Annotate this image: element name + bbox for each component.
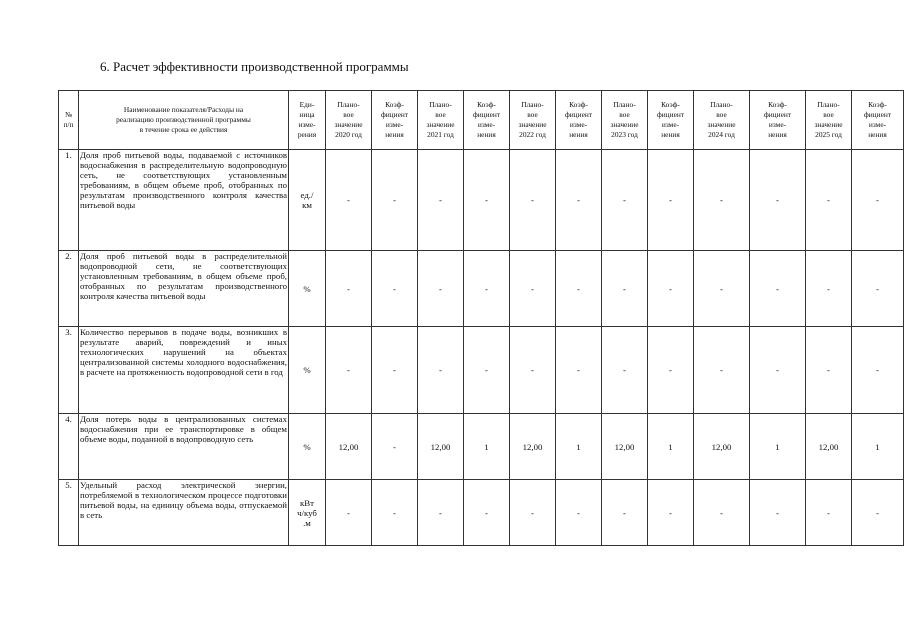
planned-value-cell: - <box>510 150 556 251</box>
change-coefficient-cell: - <box>464 480 510 546</box>
change-coefficient-cell: - <box>556 150 602 251</box>
planned-value-cell: - <box>326 327 372 414</box>
change-coefficient-cell: - <box>852 251 904 327</box>
planned-value-cell: - <box>602 480 648 546</box>
planned-value-cell: - <box>694 251 750 327</box>
change-coefficient-cell: - <box>648 251 694 327</box>
planned-value-cell: - <box>418 327 464 414</box>
planned-value-cell: - <box>510 251 556 327</box>
column-header: Коэф- фициент изме- нения <box>852 91 904 150</box>
planned-value-cell: - <box>602 251 648 327</box>
planned-value-cell: - <box>694 150 750 251</box>
change-coefficient-cell: - <box>464 251 510 327</box>
change-coefficient-cell: - <box>464 150 510 251</box>
change-coefficient-cell: - <box>648 327 694 414</box>
planned-value-cell: 12,00 <box>326 414 372 480</box>
column-header: Наименование показателя/Расходы на реализацию производственной программы в течение срока ее действия <box>79 91 289 150</box>
planned-value-cell: 12,00 <box>602 414 648 480</box>
change-coefficient-cell: - <box>750 150 806 251</box>
table-row <box>59 150 904 251</box>
indicator-name: Количество перерывов в подаче воды, возникших в результате аварий, повреждений и иных технологических нарушений на объектах централизованной системы холодного водоснабжения, в расчете на протяженность водопроводной сети в год <box>79 327 289 414</box>
unit-cell: % <box>289 327 326 414</box>
column-header: Коэф- фициент изме- нения <box>372 91 418 150</box>
table-row <box>59 414 904 480</box>
change-coefficient-cell: - <box>372 480 418 546</box>
table-row <box>59 480 904 546</box>
planned-value-cell: 12,00 <box>510 414 556 480</box>
unit-cell: ед./ км <box>289 150 326 251</box>
row-number: 5. <box>59 480 79 546</box>
change-coefficient-cell: - <box>372 327 418 414</box>
planned-value-cell: - <box>510 480 556 546</box>
change-coefficient-cell: - <box>852 480 904 546</box>
efficiency-table <box>58 90 904 546</box>
change-coefficient-cell: - <box>648 480 694 546</box>
table-row <box>59 327 904 414</box>
planned-value-cell: - <box>510 327 556 414</box>
planned-value-cell: - <box>806 480 852 546</box>
change-coefficient-cell: - <box>750 251 806 327</box>
column-header: Еди- ница изме- рения <box>289 91 326 150</box>
planned-value-cell: - <box>602 150 648 251</box>
indicator-name: Удельный расход электрической энергии, потребляемой в технологическом процессе подготовки питьевой воды, на единицу объема воды, отпускаемой в сеть <box>79 480 289 546</box>
change-coefficient-cell: 1 <box>750 414 806 480</box>
table-row <box>59 251 904 327</box>
table-header-row <box>59 91 904 150</box>
change-coefficient-cell: - <box>750 480 806 546</box>
column-header: Коэф- фициент изме- нения <box>464 91 510 150</box>
planned-value-cell: 12,00 <box>418 414 464 480</box>
planned-value-cell: - <box>806 251 852 327</box>
column-header: Коэф- фициент изме- нения <box>648 91 694 150</box>
unit-cell: % <box>289 414 326 480</box>
column-header: Плано- вое значение 2023 год <box>602 91 648 150</box>
unit-cell: % <box>289 251 326 327</box>
planned-value-cell: 12,00 <box>806 414 852 480</box>
planned-value-cell: - <box>418 480 464 546</box>
change-coefficient-cell: 1 <box>556 414 602 480</box>
column-header: Плано- вое значение 2025 год <box>806 91 852 150</box>
change-coefficient-cell: - <box>464 327 510 414</box>
planned-value-cell: - <box>418 251 464 327</box>
column-header: Плано- вое значение 2021 год <box>418 91 464 150</box>
change-coefficient-cell: - <box>556 480 602 546</box>
change-coefficient-cell: 1 <box>464 414 510 480</box>
section-title: 6. Расчет эффективности производственной программы <box>100 59 409 74</box>
planned-value-cell: - <box>326 150 372 251</box>
column-header: Коэф- фициент изме- нения <box>750 91 806 150</box>
change-coefficient-cell: 1 <box>648 414 694 480</box>
change-coefficient-cell: - <box>372 251 418 327</box>
planned-value-cell: 12,00 <box>694 414 750 480</box>
change-coefficient-cell: - <box>648 150 694 251</box>
column-header: Коэф- фициент изме- нения <box>556 91 602 150</box>
column-header: № п/п <box>59 91 79 150</box>
unit-cell: кВт ч/куб .м <box>289 480 326 546</box>
change-coefficient-cell: - <box>556 327 602 414</box>
change-coefficient-cell: - <box>852 150 904 251</box>
row-number: 1. <box>59 150 79 251</box>
planned-value-cell: - <box>326 251 372 327</box>
change-coefficient-cell: 1 <box>852 414 904 480</box>
indicator-name: Доля потерь воды в централизованных системах водоснабжения при ее транспортировке в общем объеме воды, поданной в водопроводную сеть <box>79 414 289 480</box>
planned-value-cell: - <box>694 327 750 414</box>
column-header: Плано- вое значение 2020 год <box>326 91 372 150</box>
column-header: Плано- вое значение 2022 год <box>510 91 556 150</box>
change-coefficient-cell: - <box>852 327 904 414</box>
change-coefficient-cell: - <box>372 414 418 480</box>
indicator-name: Доля проб питьевой воды, подаваемой с источников водоснабжения в распределительную водопроводную сеть, не соответствующих установленным требованиям, в общем объеме проб, отобранных по результатам производственного контроля качества питьевой воды <box>79 150 289 251</box>
change-coefficient-cell: - <box>750 327 806 414</box>
planned-value-cell: - <box>418 150 464 251</box>
row-number: 2. <box>59 251 79 327</box>
indicator-name: Доля проб питьевой воды в распределительной водопроводной сети, не соответствующих установленным требованиям, в общем объеме проб, отобранных по результатам производственного контроля качества питьевой воды <box>79 251 289 327</box>
change-coefficient-cell: - <box>556 251 602 327</box>
column-header: Плано- вое значение 2024 год <box>694 91 750 150</box>
planned-value-cell: - <box>806 327 852 414</box>
planned-value-cell: - <box>806 150 852 251</box>
planned-value-cell: - <box>602 327 648 414</box>
change-coefficient-cell: - <box>372 150 418 251</box>
row-number: 3. <box>59 327 79 414</box>
row-number: 4. <box>59 414 79 480</box>
planned-value-cell: - <box>694 480 750 546</box>
planned-value-cell: - <box>326 480 372 546</box>
